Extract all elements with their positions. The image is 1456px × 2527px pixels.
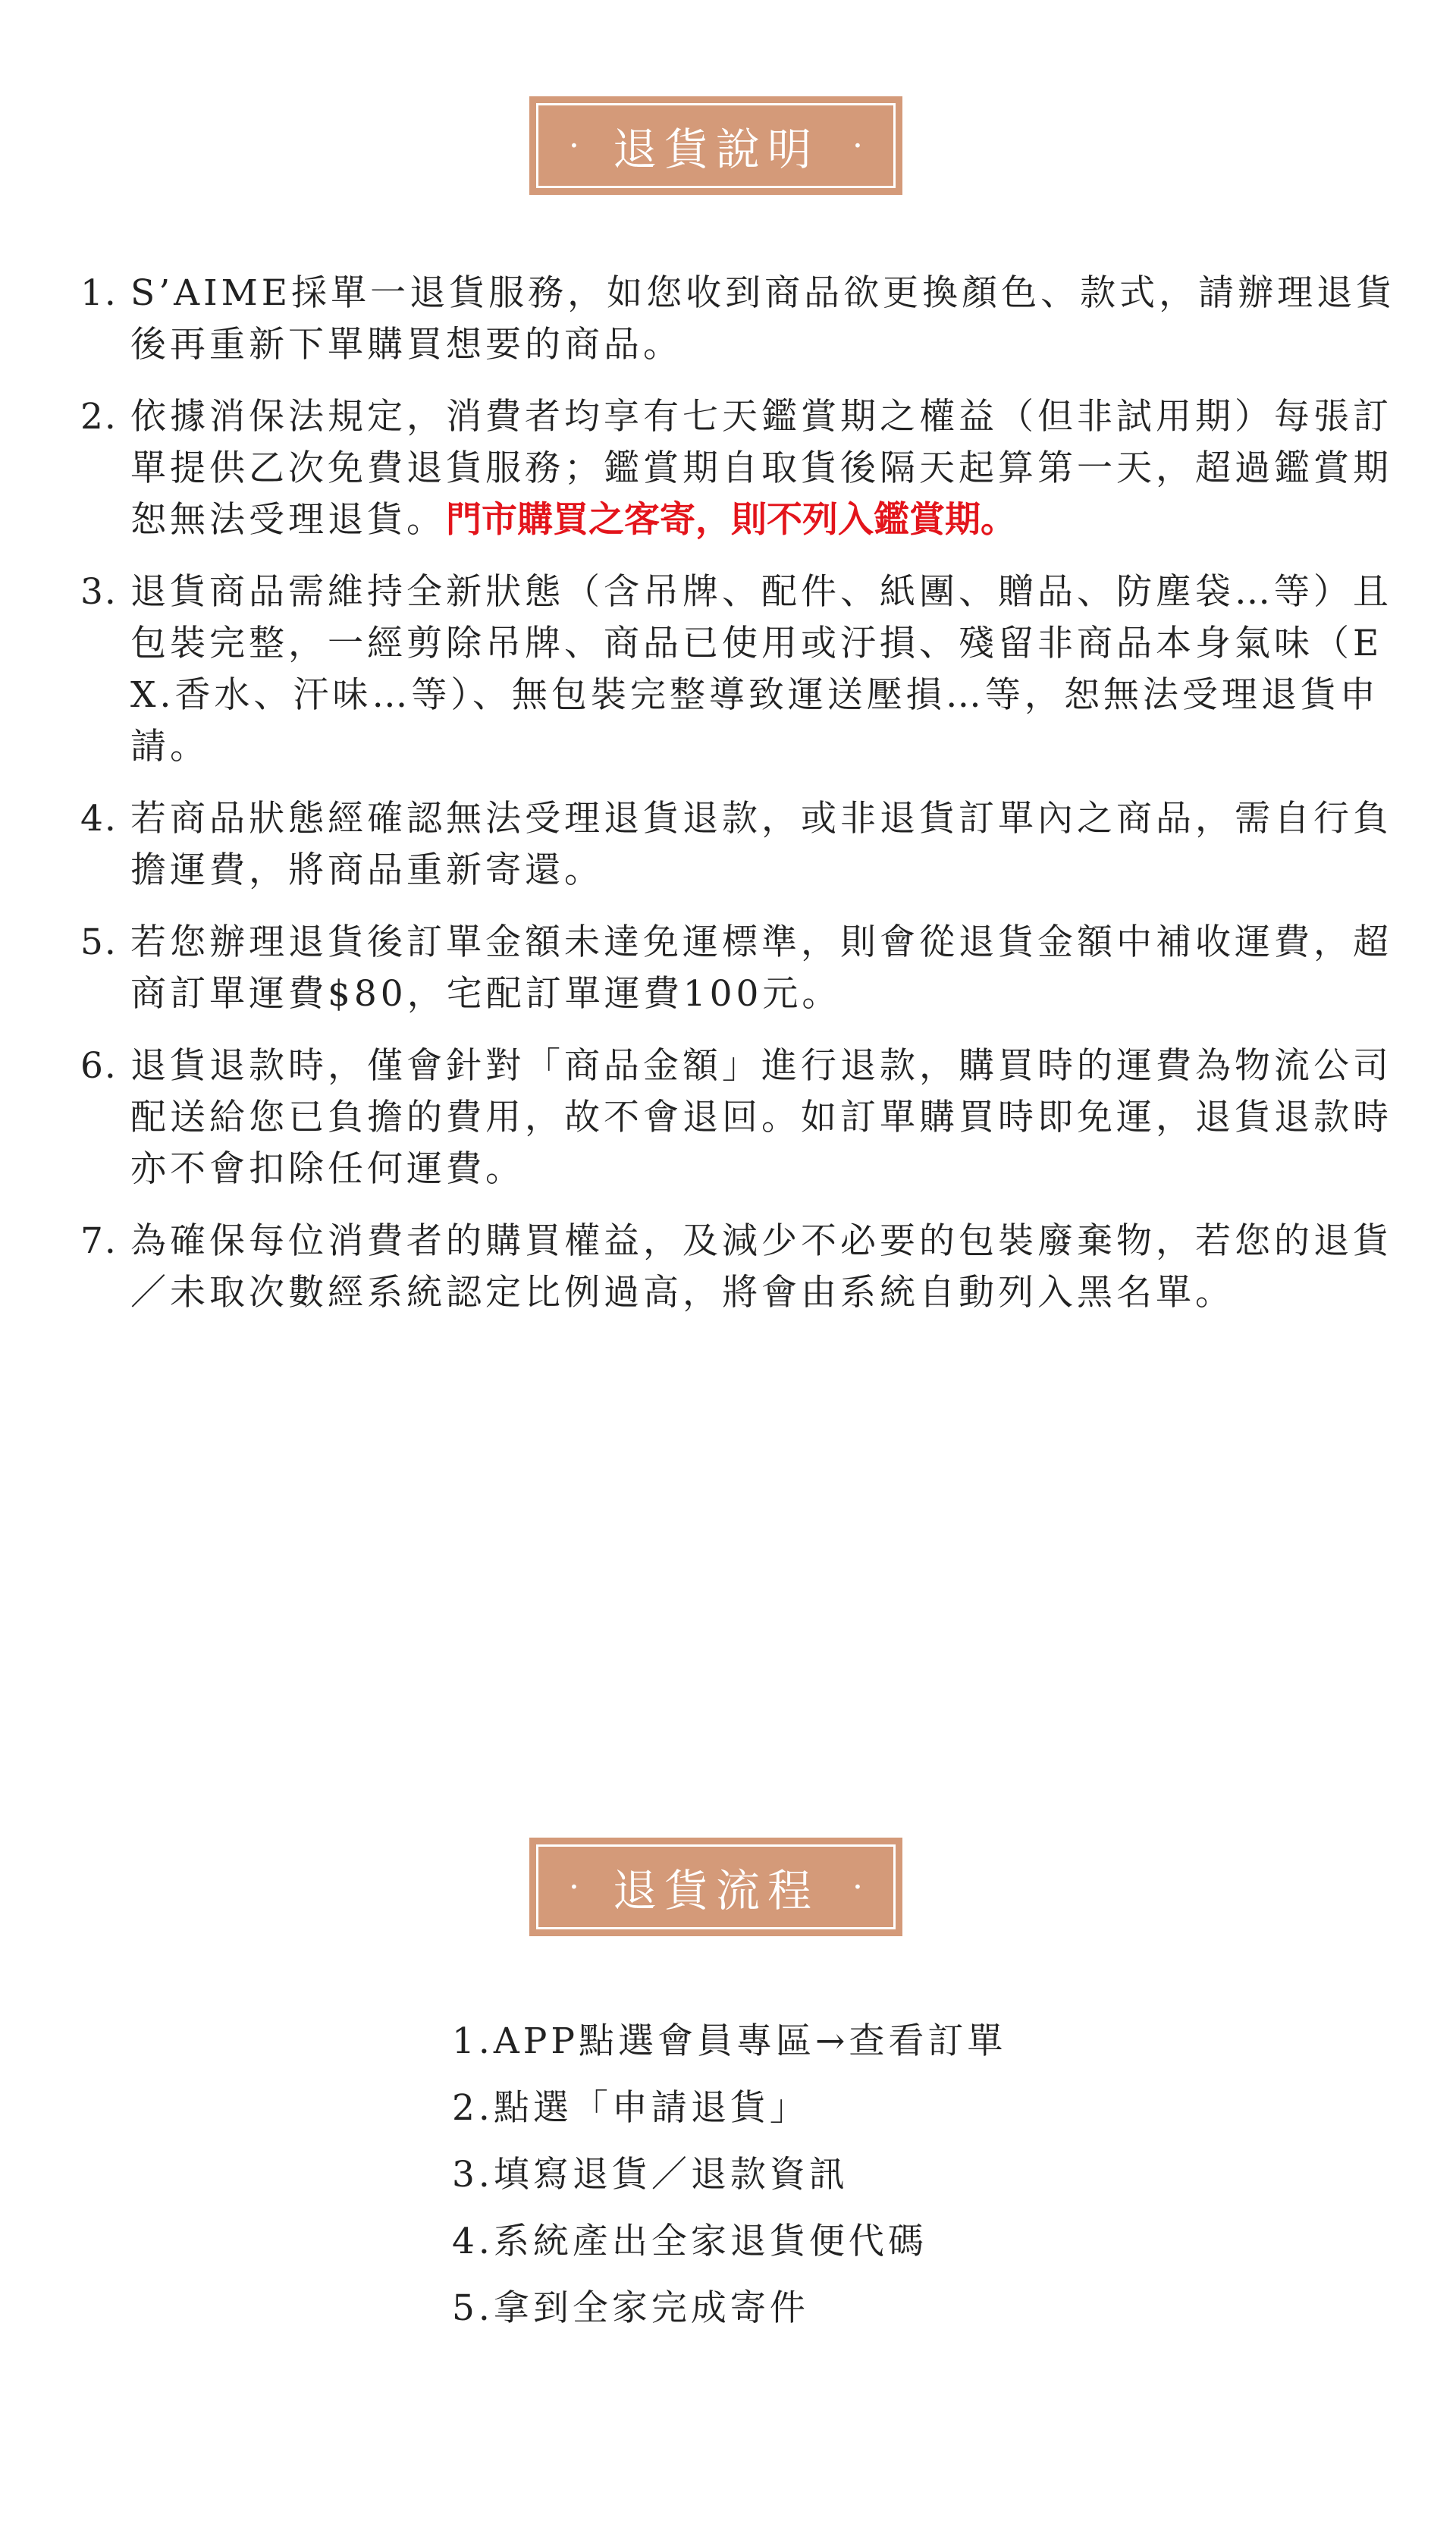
note-text: 依據消保法規定，消費者均享有七天鑑賞期之權益（但非試用期）每張訂單提供乙次免費退貨服務；鑑賞期自取貨後隔天起算第一天，超過鑑賞期恕無法受理退貨。	[130, 396, 1392, 541]
return-note-2	[80, 391, 1400, 546]
return-note-7	[80, 1216, 1400, 1319]
return-process-heading: 退貨流程	[612, 1865, 819, 1916]
banner-dot-left: ·	[568, 1867, 579, 1907]
process-step-4: 4.系統產出全家退貨便代碼	[452, 2221, 927, 2262]
note-highlight-text: 門市購買之客寄，則不列入鑑賞期。	[446, 499, 1016, 541]
process-step-1: 1.APP點選會員專區→查看訂單	[452, 2020, 1007, 2062]
return-notes-banner-frame	[536, 103, 896, 188]
return-notes-banner	[529, 96, 902, 195]
return-notes-list	[80, 268, 1400, 1339]
return-note-4	[80, 793, 1400, 896]
return-note-5	[80, 917, 1400, 1020]
return-process-steps	[452, 2008, 1006, 2342]
note-number: 7.	[80, 1220, 118, 1262]
process-step-2: 2.點選「申請退貨」	[452, 2087, 809, 2129]
banner-dot-right: ·	[852, 126, 863, 165]
note-number: 6.	[80, 1045, 118, 1087]
note-number: 3.	[80, 571, 118, 613]
process-step-3: 3.填寫退貨／退款資訊	[452, 2154, 849, 2196]
process-step-5: 5.拿到全家完成寄件	[452, 2287, 809, 2329]
return-note-3	[80, 567, 1400, 773]
note-number: 1.	[80, 272, 118, 314]
return-process-banner-frame	[536, 1844, 896, 1929]
return-note-1	[80, 268, 1400, 371]
note-text: 若商品狀態經確認無法受理退貨退款，或非退貨訂單內之商品，需自行負擔運費，將商品重新寄還。	[130, 798, 1392, 891]
note-number: 4.	[80, 798, 118, 840]
note-text: 為確保每位消費者的購買權益，及減少不必要的包裝廢棄物，若您的退貨／未取次數經系統認定比例過高，將會由系統自動列入黑名單。	[130, 1220, 1392, 1314]
banner-dot-left: ·	[568, 126, 579, 165]
note-text: 退貨退款時，僅會針對「商品金額」進行退款，購買時的運費為物流公司配送給您已負擔的費用，故不會退回。如訂單購買時即免運，退貨退款時亦不會扣除任何運費。	[130, 1045, 1392, 1190]
return-note-6	[80, 1041, 1400, 1195]
note-text: S’AIME採單一退貨服務，如您收到商品欲更換顏色、款式，請辦理退貨後再重新下單購買想要的商品。	[130, 272, 1396, 366]
note-text: 退貨商品需維持全新狀態（含吊牌、配件、紙團、贈品、防塵袋…等）且包裝完整，一經剪除吊牌、商品已使用或汙損、殘留非商品本身氣味（EX.香水、汗味…等）、無包裝完整導致運送壓損…等，恕無法受理退貨申請。	[130, 571, 1392, 768]
banner-dot-right: ·	[852, 1867, 863, 1907]
note-number: 2.	[80, 396, 118, 438]
note-text: 若您辦理退貨後訂單金額未達免運標準，則會從退貨金額中補收運費，超商訂單運費$80，宅配訂單運費100元。	[130, 921, 1392, 1015]
return-process-banner	[529, 1838, 902, 1936]
return-notes-heading: 退貨說明	[612, 124, 819, 175]
note-number: 5.	[80, 921, 118, 963]
